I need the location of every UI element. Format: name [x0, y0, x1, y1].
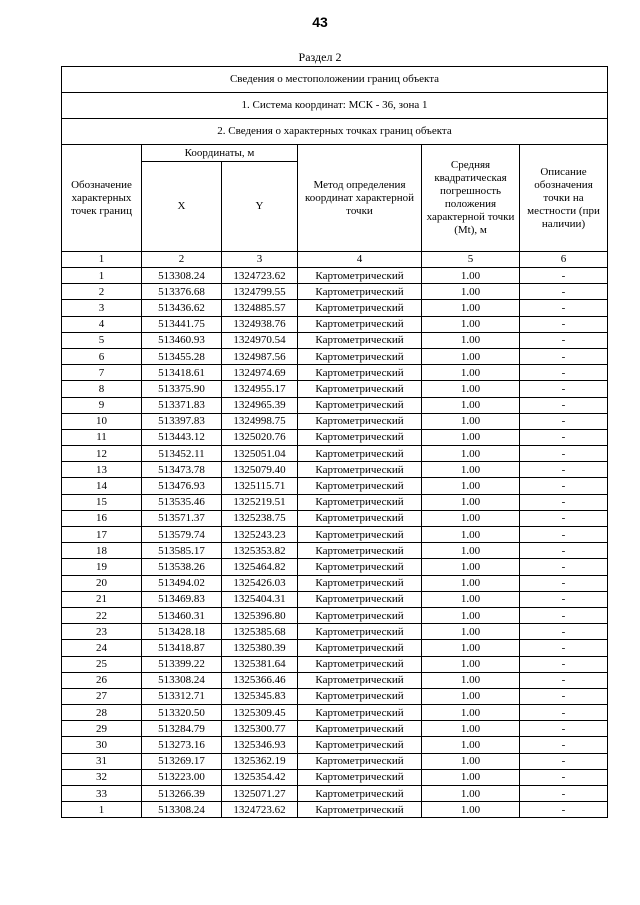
cell-point: 22: [62, 607, 142, 623]
cell-y: 1325079.40: [222, 462, 298, 478]
cell-point: 18: [62, 543, 142, 559]
cell-point: 6: [62, 348, 142, 364]
cell-method: Картометрический: [298, 397, 422, 413]
cell-method: Картометрический: [298, 494, 422, 510]
cell-description: -: [520, 494, 608, 510]
cell-description: -: [520, 510, 608, 526]
cell-accuracy: 1.00: [422, 332, 520, 348]
cell-description: -: [520, 591, 608, 607]
cell-accuracy: 1.00: [422, 284, 520, 300]
cell-description: -: [520, 348, 608, 364]
cell-y: 1324885.57: [222, 300, 298, 316]
cell-description: -: [520, 429, 608, 445]
cell-x: 513579.74: [142, 527, 222, 543]
cell-method: Картометрический: [298, 769, 422, 785]
section-label: Раздел 2: [298, 50, 342, 64]
table-row: [62, 559, 608, 575]
cell-description: -: [520, 802, 608, 818]
cell-method: Картометрический: [298, 624, 422, 640]
cell-method: Картометрический: [298, 478, 422, 494]
table-row: [62, 527, 608, 543]
cell-method: Картометрический: [298, 656, 422, 672]
table-row: [62, 494, 608, 510]
cell-point: 20: [62, 575, 142, 591]
table-row: [62, 640, 608, 656]
cell-x: 513436.62: [142, 300, 222, 316]
cell-accuracy: 1.00: [422, 429, 520, 445]
cell-x: 513308.24: [142, 268, 222, 284]
cell-description: -: [520, 268, 608, 284]
table-row: [62, 705, 608, 721]
cell-method: Картометрический: [298, 591, 422, 607]
table-row: [62, 348, 608, 364]
cell-y: 1325219.51: [222, 494, 298, 510]
cell-accuracy: 1.00: [422, 462, 520, 478]
cell-accuracy: 1.00: [422, 624, 520, 640]
column-number: 5: [422, 252, 520, 268]
table-row: [62, 607, 608, 623]
cell-description: -: [520, 543, 608, 559]
cell-y: 1325396.80: [222, 607, 298, 623]
cell-description: -: [520, 737, 608, 753]
cell-method: Картометрический: [298, 348, 422, 364]
table-row: [62, 381, 608, 397]
cell-y: 1324965.39: [222, 397, 298, 413]
cell-x: 513308.24: [142, 672, 222, 688]
table-row: [62, 737, 608, 753]
header-coordinates: Координаты, м: [142, 145, 298, 162]
table-row: [62, 672, 608, 688]
coordinate-system: 1. Система координат: МСК - 36, зона 1: [62, 93, 608, 119]
table-row: [62, 575, 608, 591]
cell-method: Картометрический: [298, 332, 422, 348]
cell-x: 513320.50: [142, 705, 222, 721]
cell-x: 513418.87: [142, 640, 222, 656]
cell-y: 1324974.69: [222, 365, 298, 381]
cell-description: -: [520, 769, 608, 785]
table-row: [62, 753, 608, 769]
cell-y: 1324723.62: [222, 802, 298, 818]
cell-method: Картометрический: [298, 559, 422, 575]
cell-y: 1325380.39: [222, 640, 298, 656]
cell-description: -: [520, 559, 608, 575]
cell-point: 13: [62, 462, 142, 478]
cell-x: 513455.28: [142, 348, 222, 364]
cell-method: Картометрический: [298, 446, 422, 462]
table-row: [62, 543, 608, 559]
cell-x: 513538.26: [142, 559, 222, 575]
cell-method: Картометрический: [298, 429, 422, 445]
cell-point: 4: [62, 316, 142, 332]
cell-x: 513284.79: [142, 721, 222, 737]
table-row: [62, 624, 608, 640]
cell-x: 513428.18: [142, 624, 222, 640]
cell-accuracy: 1.00: [422, 737, 520, 753]
cell-accuracy: 1.00: [422, 527, 520, 543]
cell-point: 23: [62, 624, 142, 640]
cell-accuracy: 1.00: [422, 559, 520, 575]
table-row: [62, 300, 608, 316]
cell-point: 7: [62, 365, 142, 381]
cell-accuracy: 1.00: [422, 786, 520, 802]
cell-y: 1325353.82: [222, 543, 298, 559]
cell-accuracy: 1.00: [422, 802, 520, 818]
cell-accuracy: 1.00: [422, 478, 520, 494]
cell-accuracy: 1.00: [422, 672, 520, 688]
cell-y: 1324955.17: [222, 381, 298, 397]
cell-description: -: [520, 786, 608, 802]
cell-method: Картометрический: [298, 510, 422, 526]
cell-accuracy: 1.00: [422, 510, 520, 526]
table-row: [62, 365, 608, 381]
table-row: [62, 268, 608, 284]
cell-point: 24: [62, 640, 142, 656]
cell-point: 1: [62, 802, 142, 818]
cell-description: -: [520, 656, 608, 672]
cell-point: 29: [62, 721, 142, 737]
cell-y: 1325381.64: [222, 656, 298, 672]
cell-y: 1325238.75: [222, 510, 298, 526]
cell-accuracy: 1.00: [422, 575, 520, 591]
cell-accuracy: 1.00: [422, 640, 520, 656]
cell-description: -: [520, 332, 608, 348]
cell-y: 1325300.77: [222, 721, 298, 737]
cell-x: 513441.75: [142, 316, 222, 332]
cell-accuracy: 1.00: [422, 300, 520, 316]
cell-x: 513460.31: [142, 607, 222, 623]
cell-description: -: [520, 462, 608, 478]
cell-y: 1324970.54: [222, 332, 298, 348]
page-number: 43: [312, 14, 328, 30]
cell-method: Картометрический: [298, 316, 422, 332]
cell-method: Картометрический: [298, 802, 422, 818]
table-row: [62, 397, 608, 413]
cell-y: 1325071.27: [222, 786, 298, 802]
points-heading: 2. Сведения о характерных точках границ объекта: [62, 119, 608, 145]
cell-description: -: [520, 413, 608, 429]
cell-description: -: [520, 284, 608, 300]
cell-x: 513473.78: [142, 462, 222, 478]
cell-y: 1325362.19: [222, 753, 298, 769]
cell-y: 1324998.75: [222, 413, 298, 429]
cell-y: 1325366.46: [222, 672, 298, 688]
boundary-table: [61, 66, 608, 818]
cell-description: -: [520, 624, 608, 640]
cell-description: -: [520, 478, 608, 494]
cell-y: 1325020.76: [222, 429, 298, 445]
table-row: [62, 478, 608, 494]
cell-point: 5: [62, 332, 142, 348]
cell-description: -: [520, 672, 608, 688]
cell-point: 21: [62, 591, 142, 607]
cell-method: Картометрический: [298, 381, 422, 397]
cell-accuracy: 1.00: [422, 348, 520, 364]
cell-y: 1325426.03: [222, 575, 298, 591]
column-number: 1: [62, 252, 142, 268]
cell-method: Картометрический: [298, 300, 422, 316]
cell-y: 1325051.04: [222, 446, 298, 462]
table-row: [62, 591, 608, 607]
cell-method: Картометрический: [298, 284, 422, 300]
table-row: [62, 688, 608, 704]
cell-x: 513308.24: [142, 802, 222, 818]
cell-point: 27: [62, 688, 142, 704]
cell-y: 1324987.56: [222, 348, 298, 364]
cell-y: 1325354.42: [222, 769, 298, 785]
table-row: [62, 786, 608, 802]
cell-accuracy: 1.00: [422, 446, 520, 462]
cell-accuracy: 1.00: [422, 705, 520, 721]
cell-description: -: [520, 365, 608, 381]
cell-y: 1325404.31: [222, 591, 298, 607]
table-row: [62, 769, 608, 785]
cell-description: -: [520, 381, 608, 397]
cell-point: 11: [62, 429, 142, 445]
cell-point: 16: [62, 510, 142, 526]
cell-accuracy: 1.00: [422, 413, 520, 429]
cell-accuracy: 1.00: [422, 721, 520, 737]
cell-accuracy: 1.00: [422, 607, 520, 623]
cell-description: -: [520, 316, 608, 332]
cell-accuracy: 1.00: [422, 316, 520, 332]
table-row: [62, 413, 608, 429]
cell-method: Картометрический: [298, 737, 422, 753]
cell-point: 3: [62, 300, 142, 316]
cell-y: 1325464.82: [222, 559, 298, 575]
cell-x: 513397.83: [142, 413, 222, 429]
cell-x: 513376.68: [142, 284, 222, 300]
cell-description: -: [520, 575, 608, 591]
cell-y: 1325115.71: [222, 478, 298, 494]
cell-x: 513476.93: [142, 478, 222, 494]
cell-x: 513571.37: [142, 510, 222, 526]
cell-x: 513399.22: [142, 656, 222, 672]
cell-accuracy: 1.00: [422, 656, 520, 672]
cell-method: Картометрический: [298, 365, 422, 381]
column-number: 3: [222, 252, 298, 268]
cell-description: -: [520, 527, 608, 543]
cell-description: -: [520, 607, 608, 623]
table-row: [62, 802, 608, 818]
table-row: [62, 656, 608, 672]
cell-description: -: [520, 721, 608, 737]
cell-point: 9: [62, 397, 142, 413]
cell-y: 1325385.68: [222, 624, 298, 640]
table-row: [62, 510, 608, 526]
header-y: Y: [222, 162, 298, 252]
cell-x: 513585.17: [142, 543, 222, 559]
cell-accuracy: 1.00: [422, 268, 520, 284]
cell-y: 1325346.93: [222, 737, 298, 753]
cell-description: -: [520, 688, 608, 704]
cell-point: 31: [62, 753, 142, 769]
cell-point: 33: [62, 786, 142, 802]
cell-point: 32: [62, 769, 142, 785]
cell-point: 12: [62, 446, 142, 462]
cell-method: Картометрический: [298, 786, 422, 802]
column-number: 2: [142, 252, 222, 268]
cell-x: 513494.02: [142, 575, 222, 591]
cell-accuracy: 1.00: [422, 381, 520, 397]
cell-description: -: [520, 705, 608, 721]
header-x: X: [142, 162, 222, 252]
cell-point: 2: [62, 284, 142, 300]
table-row: [62, 429, 608, 445]
cell-x: 513375.90: [142, 381, 222, 397]
cell-point: 14: [62, 478, 142, 494]
table-title: Сведения о местоположении границ объекта: [62, 67, 608, 93]
table-row: [62, 284, 608, 300]
cell-x: 513273.16: [142, 737, 222, 753]
cell-method: Картометрический: [298, 705, 422, 721]
cell-accuracy: 1.00: [422, 753, 520, 769]
column-number: 4: [298, 252, 422, 268]
cell-method: Картометрический: [298, 575, 422, 591]
header-method: Метод определения координат характерной точки: [298, 145, 422, 252]
cell-point: 1: [62, 268, 142, 284]
cell-x: 513535.46: [142, 494, 222, 510]
cell-accuracy: 1.00: [422, 494, 520, 510]
cell-point: 30: [62, 737, 142, 753]
cell-description: -: [520, 640, 608, 656]
cell-y: 1325309.45: [222, 705, 298, 721]
table-row: [62, 462, 608, 478]
cell-accuracy: 1.00: [422, 769, 520, 785]
cell-point: 10: [62, 413, 142, 429]
cell-description: -: [520, 397, 608, 413]
cell-y: 1325345.83: [222, 688, 298, 704]
table-row: [62, 332, 608, 348]
cell-point: 19: [62, 559, 142, 575]
cell-x: 513443.12: [142, 429, 222, 445]
cell-description: -: [520, 753, 608, 769]
table-row: [62, 446, 608, 462]
cell-accuracy: 1.00: [422, 591, 520, 607]
cell-y: 1324799.55: [222, 284, 298, 300]
header-accuracy: Средняя квадратическая погрешность положения характерной точки (Mt), м: [422, 145, 520, 252]
cell-method: Картометрический: [298, 721, 422, 737]
header-description: Описание обозначения точки на местности (при наличии): [520, 145, 608, 252]
cell-method: Картометрический: [298, 607, 422, 623]
cell-method: Картометрический: [298, 640, 422, 656]
cell-x: 513266.39: [142, 786, 222, 802]
cell-point: 17: [62, 527, 142, 543]
cell-method: Картометрический: [298, 688, 422, 704]
cell-accuracy: 1.00: [422, 397, 520, 413]
cell-x: 513469.83: [142, 591, 222, 607]
cell-x: 513223.00: [142, 769, 222, 785]
cell-description: -: [520, 300, 608, 316]
cell-x: 513312.71: [142, 688, 222, 704]
table-row: [62, 721, 608, 737]
cell-point: 8: [62, 381, 142, 397]
cell-x: 513460.93: [142, 332, 222, 348]
cell-point: 15: [62, 494, 142, 510]
cell-y: 1324723.62: [222, 268, 298, 284]
cell-point: 26: [62, 672, 142, 688]
cell-method: Картометрический: [298, 543, 422, 559]
cell-point: 28: [62, 705, 142, 721]
cell-accuracy: 1.00: [422, 543, 520, 559]
cell-method: Картометрический: [298, 527, 422, 543]
header-designation: Обозначение характерных точек границ: [62, 145, 142, 252]
cell-point: 25: [62, 656, 142, 672]
cell-x: 513418.61: [142, 365, 222, 381]
cell-x: 513269.17: [142, 753, 222, 769]
cell-accuracy: 1.00: [422, 365, 520, 381]
cell-x: 513452.11: [142, 446, 222, 462]
cell-method: Картометрический: [298, 672, 422, 688]
cell-method: Картометрический: [298, 462, 422, 478]
cell-description: -: [520, 446, 608, 462]
cell-y: 1325243.23: [222, 527, 298, 543]
cell-method: Картометрический: [298, 268, 422, 284]
cell-x: 513371.83: [142, 397, 222, 413]
column-number: 6: [520, 252, 608, 268]
cell-method: Картометрический: [298, 753, 422, 769]
cell-accuracy: 1.00: [422, 688, 520, 704]
cell-y: 1324938.76: [222, 316, 298, 332]
cell-method: Картометрический: [298, 413, 422, 429]
table-row: [62, 316, 608, 332]
